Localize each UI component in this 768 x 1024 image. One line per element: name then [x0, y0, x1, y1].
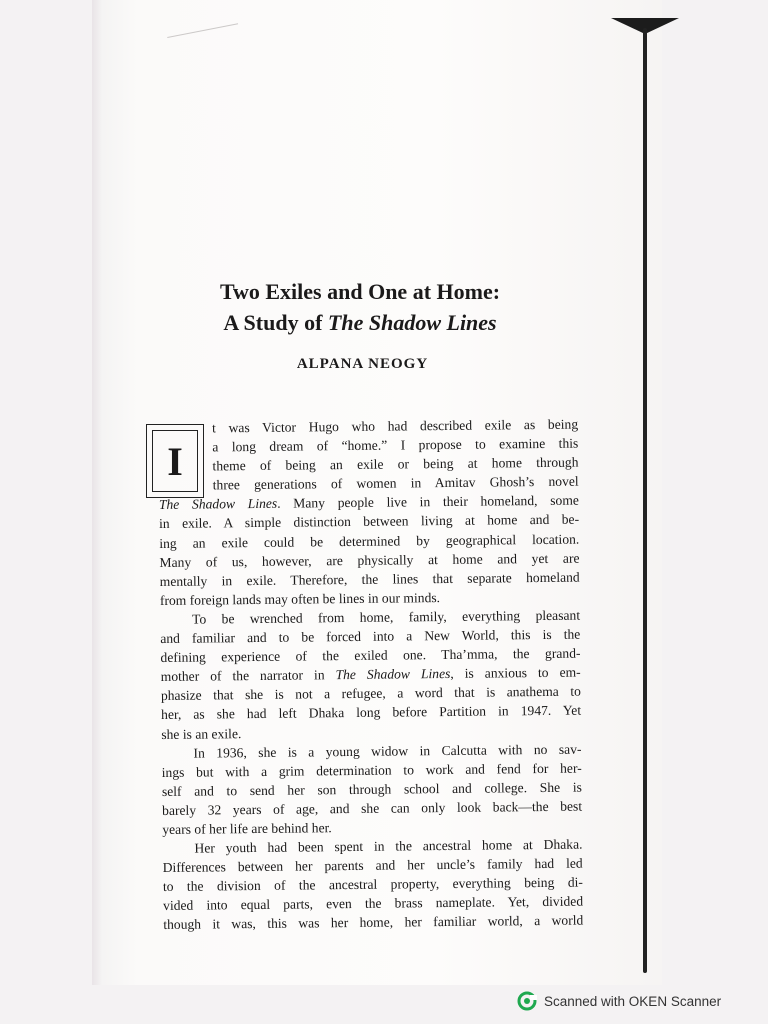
text-line: her, as she had left Dhaka long before Partition in 1947. Yet — [161, 702, 582, 723]
text-line: three generations of women in Amitav Ghosh’s novel — [212, 473, 579, 493]
text-line: mother of the narrator in The Shadow Lines, is anxious to em- — [160, 664, 581, 685]
scanner-watermark-text: Scanned with OKEN Scanner — [544, 993, 722, 1009]
author-name: ALPANA NEOGY — [296, 356, 429, 372]
text-line: and familiar and to be forced into a New World, this is the — [160, 626, 581, 647]
text-line: she is an exile. — [161, 725, 242, 742]
text-line: from foreign lands may often be lines in our minds. — [159, 589, 441, 608]
text-line: in exile. A simple distinction between living at home and be- — [159, 512, 580, 532]
novel-title-italic: The Shadow Lines — [158, 496, 278, 513]
page-shadow — [92, 0, 102, 985]
text-line: t was Victor Hugo who had described exile as being — [212, 416, 579, 436]
text-line: barely 32 years of age, and she can only look back—the best — [162, 798, 583, 818]
novel-title-italic: The Shadow Lines — [335, 666, 451, 683]
text-line: Many of us, however, are physically at home and yet are — [159, 550, 580, 570]
text-line: The Shadow Lines. Many people live in their homeland, some — [158, 492, 579, 513]
title-prefix: A Study of — [223, 310, 328, 335]
text-line: self and to send her son through school and college. She is — [161, 779, 582, 799]
text-line: Her youth had been spent in the ancestral home at Dhaka. — [194, 836, 583, 856]
text-line: to the division of the ancestral property, everything being di- — [162, 874, 583, 895]
text-line: Differences between her parents and her uncle’s family had led — [162, 855, 583, 876]
title-line-1: Two Exiles and One at Home: — [219, 279, 501, 304]
text-line: a long dream of “home.” I propose to examine this — [212, 435, 579, 455]
title-line-2 — [150, 307, 570, 338]
text-line: theme of being an exile or being at home through — [212, 454, 579, 474]
text-line: ing an exile could be determined by geographical location. — [159, 531, 580, 551]
scanner-watermark — [517, 990, 721, 1012]
text-line: In 1936, she is a young widow in Calcutta with no sav- — [193, 741, 582, 761]
drop-cap-letter: I — [152, 430, 198, 492]
article-body — [158, 415, 583, 935]
page-spine-edge — [643, 28, 647, 973]
text-line: though it was, this was her home, her familiar world, a world — [163, 913, 584, 933]
text-line: To be wrenched from home, family, everything pleasant — [192, 607, 581, 627]
text-line: vided into equal parts, even the brass nameplate. Yet, divided — [163, 893, 584, 914]
title-italic: The Shadow Lines — [327, 310, 497, 335]
text-line: phasize that she is not a refugee, a word that is anathema to — [160, 683, 581, 704]
text-line: years of her life are behind her. — [162, 820, 332, 837]
oken-scanner-logo-icon — [517, 991, 537, 1011]
text-line: defining experience of the exiled one. Tha’mma, the grand- — [160, 645, 581, 666]
article-title — [150, 276, 570, 338]
text-line: mentally in exile. Therefore, the lines that separate homeland — [159, 569, 580, 589]
text-line: ings but with a grim determination to work and fend for her- — [161, 760, 582, 780]
